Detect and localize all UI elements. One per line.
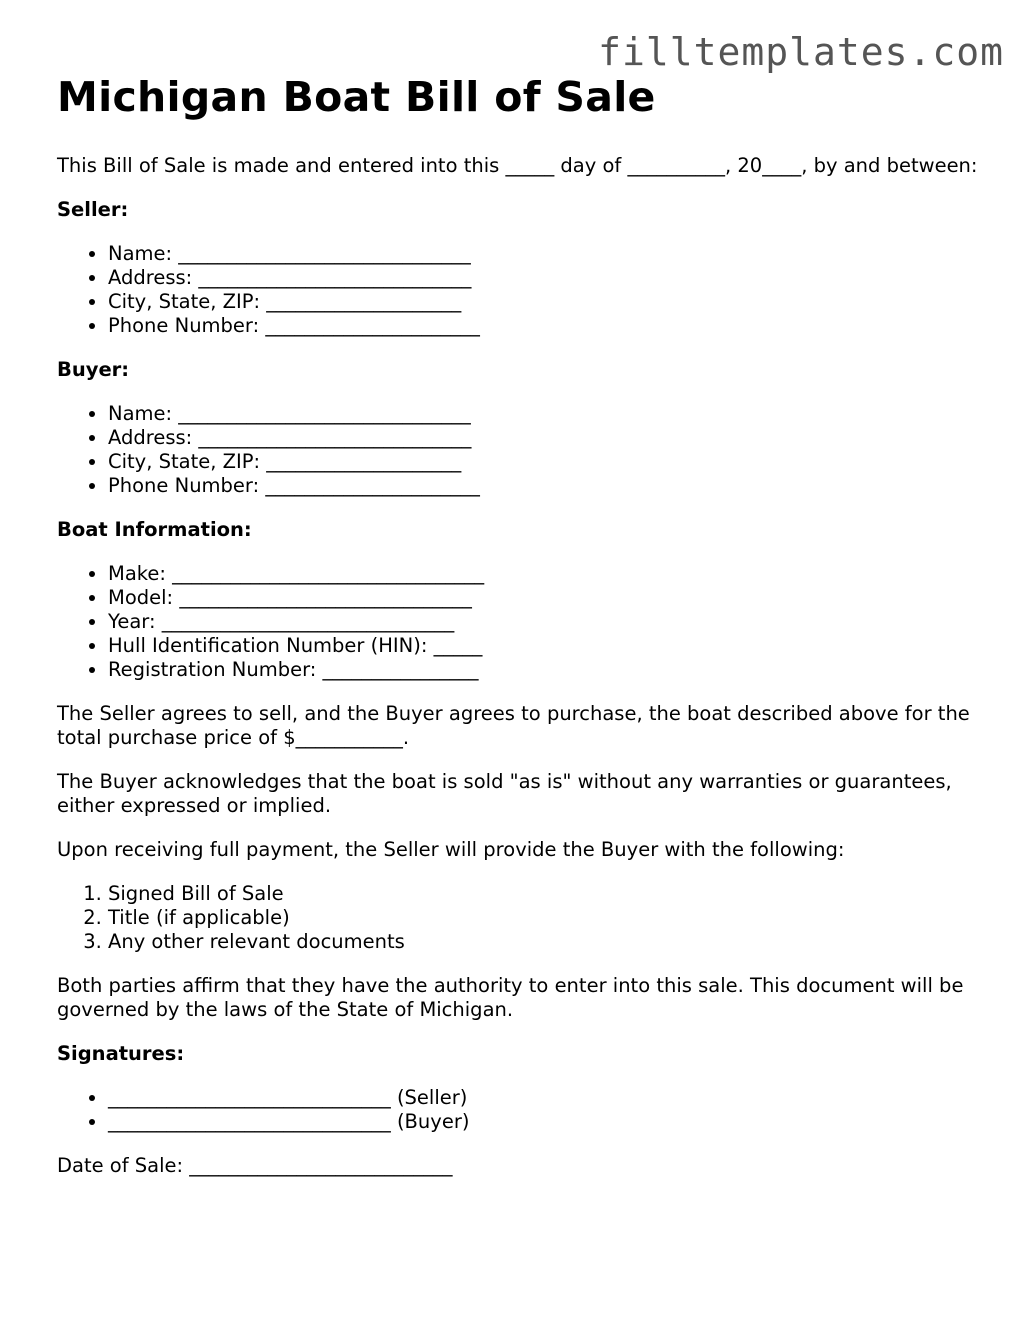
seller-city-state-zip-field: • City, State, ZIP: ____________________	[108, 290, 987, 314]
buyer-name-field: • Name: ______________________________	[108, 402, 987, 426]
document-item: 1. Signed Bill of Sale	[108, 882, 987, 906]
buyer-fields-list	[57, 402, 987, 498]
boat-info-heading: Boat Information:	[57, 518, 252, 541]
document-item: 2. Title (if applicable)	[108, 906, 987, 930]
boat-hin-field: • Hull Identification Number (HIN): _____	[108, 634, 987, 658]
payment-paragraph: Upon receiving full payment, the Seller will provide the Buyer with the following:	[57, 838, 845, 861]
seller-heading: Seller:	[57, 198, 129, 221]
seller-name-field: • Name: ______________________________	[108, 242, 987, 266]
documents-list	[57, 882, 987, 954]
boat-registration-field: • Registration Number: ________________	[108, 658, 987, 682]
buyer-phone-field: • Phone Number: ______________________	[108, 474, 987, 498]
seller-signature-line: • _____________________________ (Seller)	[108, 1086, 987, 1110]
buyer-signature-line: • _____________________________ (Buyer)	[108, 1110, 987, 1134]
page-title: Michigan Boat Bill of Sale	[57, 73, 656, 121]
seller-fields-list	[57, 242, 987, 338]
document-body	[57, 70, 987, 1198]
watermark: filltemplates.com	[598, 30, 1004, 74]
intro-paragraph: This Bill of Sale is made and entered into this _____ day of __________, 20____, by and between:	[57, 154, 978, 177]
seller-phone-field: • Phone Number: ______________________	[108, 314, 987, 338]
boat-model-field: • Model: ______________________________	[108, 586, 987, 610]
boat-fields-list	[57, 562, 987, 682]
as-is-paragraph: The Buyer acknowledges that the boat is sold "as is" without any warranties or guarantees, either expressed or implied.	[57, 770, 952, 817]
buyer-city-state-zip-field: • City, State, ZIP: ____________________	[108, 450, 987, 474]
authority-paragraph: Both parties affirm that they have the authority to enter into this sale. This document will be governed by the laws of the State of Michigan.	[57, 974, 964, 1021]
boat-make-field: • Make: ________________________________	[108, 562, 987, 586]
seller-address-field: • Address: ____________________________	[108, 266, 987, 290]
buyer-heading: Buyer:	[57, 358, 130, 381]
boat-year-field: • Year: ______________________________	[108, 610, 987, 634]
price-paragraph: The Seller agrees to sell, and the Buyer agrees to purchase, the boat described above for the total purchase price of $___________.	[57, 702, 970, 749]
date-of-sale-line: Date of Sale: ___________________________	[57, 1154, 453, 1177]
signatures-list	[57, 1086, 987, 1134]
buyer-address-field: • Address: ____________________________	[108, 426, 987, 450]
document-item: 3. Any other relevant documents	[108, 930, 987, 954]
signatures-heading: Signatures:	[57, 1042, 185, 1065]
